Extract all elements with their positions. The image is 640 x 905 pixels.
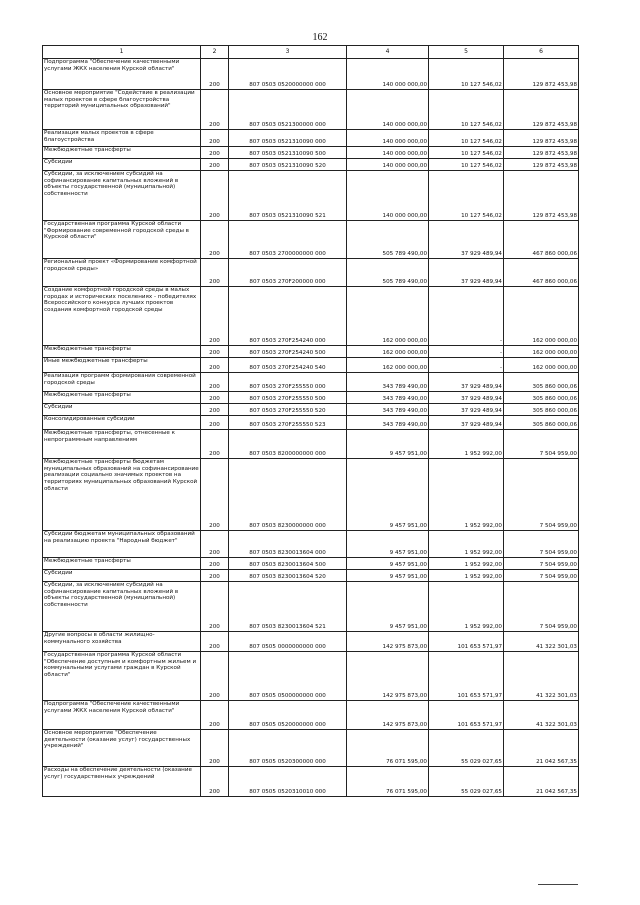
line-code: 200	[201, 130, 229, 147]
unexecuted-amount: 129 872 453,98	[504, 147, 579, 159]
line-code: 200	[201, 531, 229, 558]
table-row	[43, 570, 579, 582]
table-row	[43, 358, 579, 373]
item-name: Подпрограмма "Обеспечение качественными услугами ЖКХ населения Курской области"	[43, 701, 201, 730]
item-name: Субсидии, за исключением субсидий на софинансирование капитальных вложений в объекты государственной (муниципальной) собственности	[43, 582, 201, 632]
executed-amount: 1 952 992,00	[429, 558, 504, 570]
footer-divider	[538, 884, 578, 885]
unexecuted-amount: 41 322 301,03	[504, 652, 579, 701]
table-row	[43, 221, 579, 259]
executed-amount: 37 929 489,94	[429, 221, 504, 259]
executed-amount: 1 952 992,00	[429, 570, 504, 582]
table-row	[43, 531, 579, 558]
line-code: 200	[201, 701, 229, 730]
classification-code: 807 0503 0521300000 000	[229, 90, 347, 130]
item-name: Консолидированные субсидии	[43, 416, 201, 430]
classification-code: 807 0503 270F255550 523	[229, 416, 347, 430]
unexecuted-amount: 305 860 000,06	[504, 373, 579, 392]
line-code: 200	[201, 59, 229, 90]
approved-amount: 140 000 000,00	[347, 130, 429, 147]
classification-code: 807 0503 270F255550 520	[229, 404, 347, 416]
table-row	[43, 632, 579, 652]
table-row	[43, 287, 579, 346]
approved-amount: 9 457 951,00	[347, 459, 429, 531]
unexecuted-amount: 7 504 959,00	[504, 558, 579, 570]
item-name: Государственная программа Курской области "Обеспечение доступным и комфортным жильем и коммунальными услугами граждан в Курской области"	[43, 652, 201, 701]
table-row	[43, 730, 579, 767]
approved-amount: 9 457 951,00	[347, 430, 429, 459]
unexecuted-amount: 305 860 000,06	[504, 416, 579, 430]
line-code: 200	[201, 404, 229, 416]
approved-amount: 505 789 490,00	[347, 221, 429, 259]
unexecuted-amount: 7 504 959,00	[504, 430, 579, 459]
executed-amount: 1 952 992,00	[429, 531, 504, 558]
approved-amount: 9 457 951,00	[347, 582, 429, 632]
unexecuted-amount: 162 000 000,00	[504, 358, 579, 373]
unexecuted-amount: 162 000 000,00	[504, 346, 579, 358]
approved-amount: 343 789 490,00	[347, 404, 429, 416]
unexecuted-amount: 129 872 453,98	[504, 171, 579, 221]
approved-amount: 140 000 000,00	[347, 171, 429, 221]
table-row	[43, 259, 579, 287]
item-name: Иные межбюджетные трансферты	[43, 358, 201, 373]
table-row	[43, 159, 579, 171]
line-code: 200	[201, 171, 229, 221]
unexecuted-amount: 7 504 959,00	[504, 570, 579, 582]
unexecuted-amount: 129 872 453,98	[504, 159, 579, 171]
executed-amount: 37 929 489,94	[429, 404, 504, 416]
table-row	[43, 90, 579, 130]
executed-amount: 10 127 546,02	[429, 147, 504, 159]
classification-code: 807 0503 270F255550 000	[229, 373, 347, 392]
executed-amount: 101 653 571,97	[429, 701, 504, 730]
executed-amount: 37 929 489,94	[429, 373, 504, 392]
item-name: Субсидии бюджетам муниципальных образований на реализацию проекта "Народный бюджет"	[43, 531, 201, 558]
classification-code: 807 0503 0521310090 521	[229, 171, 347, 221]
item-name: Основное мероприятие "Обеспечение деятельности (оказание услуг) государственных учреждений"	[43, 730, 201, 767]
executed-amount: 10 127 546,02	[429, 159, 504, 171]
table-row	[43, 558, 579, 570]
approved-amount: 76 071 595,00	[347, 767, 429, 797]
classification-code: 807 0503 270F254240 500	[229, 346, 347, 358]
classification-code: 807 0503 2700000000 000	[229, 221, 347, 259]
line-code: 200	[201, 582, 229, 632]
classification-code: 807 0503 0521310090 500	[229, 147, 347, 159]
executed-amount: 1 952 992,00	[429, 582, 504, 632]
unexecuted-amount: 129 872 453,98	[504, 90, 579, 130]
table-row	[43, 392, 579, 404]
classification-code: 807 0505 0000000000 000	[229, 632, 347, 652]
table-row	[43, 346, 579, 358]
approved-amount: 9 457 951,00	[347, 558, 429, 570]
column-header: 6	[504, 46, 579, 59]
line-code: 200	[201, 632, 229, 652]
unexecuted-amount: 21 042 567,35	[504, 730, 579, 767]
executed-amount: 55 029 027,65	[429, 767, 504, 797]
line-code: 200	[201, 570, 229, 582]
unexecuted-amount: 7 504 959,00	[504, 582, 579, 632]
executed-amount: -	[429, 287, 504, 346]
table-row	[43, 130, 579, 147]
unexecuted-amount: 467 860 000,06	[504, 221, 579, 259]
classification-code: 807 0505 0520310010 000	[229, 767, 347, 797]
classification-code: 807 0505 0520300000 000	[229, 730, 347, 767]
approved-amount: 162 000 000,00	[347, 346, 429, 358]
line-code: 200	[201, 159, 229, 171]
unexecuted-amount: 162 000 000,00	[504, 287, 579, 346]
table-row	[43, 147, 579, 159]
unexecuted-amount: 467 860 000,06	[504, 259, 579, 287]
classification-code: 807 0503 270F255550 500	[229, 392, 347, 404]
item-name: Межбюджетные трансферты	[43, 346, 201, 358]
line-code: 200	[201, 416, 229, 430]
table-row	[43, 459, 579, 531]
unexecuted-amount: 129 872 453,98	[504, 59, 579, 90]
executed-amount: 37 929 489,94	[429, 416, 504, 430]
classification-code: 807 0503 8200000000 000	[229, 430, 347, 459]
executed-amount: -	[429, 346, 504, 358]
approved-amount: 9 457 951,00	[347, 570, 429, 582]
unexecuted-amount: 305 860 000,06	[504, 404, 579, 416]
approved-amount: 140 000 000,00	[347, 59, 429, 90]
line-code: 200	[201, 767, 229, 797]
item-name: Реализация программ формирования современной городской среды	[43, 373, 201, 392]
classification-code: 807 0503 0521310090 000	[229, 130, 347, 147]
table-row	[43, 582, 579, 632]
line-code: 200	[201, 730, 229, 767]
item-name: Межбюджетные трансферты, отнесенные к непрограммным направлениям	[43, 430, 201, 459]
classification-code: 807 0503 8230013604 000	[229, 531, 347, 558]
page-number: 162	[312, 32, 328, 43]
table-row	[43, 416, 579, 430]
table-row	[43, 430, 579, 459]
item-name: Межбюджетные трансферты бюджетам муниципальных образований на софинансирование реализации социально значимых проектов на территориях муниципальных образований Курской области	[43, 459, 201, 531]
classification-code: 807 0503 8230013604 521	[229, 582, 347, 632]
classification-code: 807 0503 270F200000 000	[229, 259, 347, 287]
table-row	[43, 59, 579, 90]
approved-amount: 76 071 595,00	[347, 730, 429, 767]
executed-amount: 10 127 546,02	[429, 90, 504, 130]
approved-amount: 142 975 873,00	[347, 652, 429, 701]
approved-amount: 9 457 951,00	[347, 531, 429, 558]
unexecuted-amount: 7 504 959,00	[504, 531, 579, 558]
executed-amount: 10 127 546,02	[429, 130, 504, 147]
executed-amount: 1 952 992,00	[429, 430, 504, 459]
item-name: Субсидии, за исключением субсидий на софинансирование капитальных вложений в объекты государственной (муниципальной) собственности	[43, 171, 201, 221]
item-name: Расходы на обеспечение деятельности (оказание услуг) государственных учреждений	[43, 767, 201, 797]
item-name: Межбюджетные трансферты	[43, 558, 201, 570]
item-name: Субсидии	[43, 159, 201, 171]
item-name: Межбюджетные трансферты	[43, 392, 201, 404]
table-row	[43, 701, 579, 730]
approved-amount: 343 789 490,00	[347, 416, 429, 430]
line-code: 200	[201, 346, 229, 358]
line-code: 200	[201, 90, 229, 130]
approved-amount: 142 975 873,00	[347, 701, 429, 730]
classification-code: 807 0505 0520000000 000	[229, 701, 347, 730]
executed-amount: 37 929 489,94	[429, 392, 504, 404]
column-header: 3	[229, 46, 347, 59]
line-code: 200	[201, 558, 229, 570]
classification-code: 807 0505 0500000000 000	[229, 652, 347, 701]
line-code: 200	[201, 221, 229, 259]
line-code: 200	[201, 459, 229, 531]
executed-amount: 37 929 489,94	[429, 259, 504, 287]
executed-amount: 55 029 027,65	[429, 730, 504, 767]
table-row	[43, 404, 579, 416]
unexecuted-amount: 21 042 567,35	[504, 767, 579, 797]
approved-amount: 162 000 000,00	[347, 287, 429, 346]
classification-code: 807 0503 270F254240 000	[229, 287, 347, 346]
executed-amount: 10 127 546,02	[429, 171, 504, 221]
item-name: Основное мероприятие "Содействие в реализации малых проектов в сфере благоустройства территорий муниципальных образований"	[43, 90, 201, 130]
item-name: Создание комфортной городской среды в малых городах и исторических поселениях - победителях Всероссийского конкурса лучших проектов создания комфортной городской среды	[43, 287, 201, 346]
budget-table	[42, 45, 579, 797]
executed-amount: 101 653 571,97	[429, 652, 504, 701]
table-row	[43, 767, 579, 797]
line-code: 200	[201, 358, 229, 373]
unexecuted-amount: 41 322 301,03	[504, 701, 579, 730]
item-name: Региональный проект «Формирование комфортной городской среды»	[43, 259, 201, 287]
executed-amount: 101 653 571,97	[429, 632, 504, 652]
column-header: 5	[429, 46, 504, 59]
executed-amount: 1 952 992,00	[429, 459, 504, 531]
item-name: Субсидии	[43, 570, 201, 582]
classification-code: 807 0503 0521310090 520	[229, 159, 347, 171]
table-row	[43, 171, 579, 221]
approved-amount: 343 789 490,00	[347, 373, 429, 392]
executed-amount: -	[429, 358, 504, 373]
item-name: Реализация малых проектов в сфере благоустройства	[43, 130, 201, 147]
approved-amount: 505 789 490,00	[347, 259, 429, 287]
approved-amount: 343 789 490,00	[347, 392, 429, 404]
line-code: 200	[201, 392, 229, 404]
item-name: Другие вопросы в области жилищно-коммунального хозяйства	[43, 632, 201, 652]
line-code: 200	[201, 373, 229, 392]
approved-amount: 140 000 000,00	[347, 90, 429, 130]
item-name: Государственная программа Курской области "Формирование современной городской среды в Курской области"	[43, 221, 201, 259]
approved-amount: 162 000 000,00	[347, 358, 429, 373]
unexecuted-amount: 7 504 959,00	[504, 459, 579, 531]
table-row	[43, 373, 579, 392]
approved-amount: 140 000 000,00	[347, 147, 429, 159]
classification-code: 807 0503 8230013604 520	[229, 570, 347, 582]
unexecuted-amount: 305 860 000,06	[504, 392, 579, 404]
executed-amount: 10 127 546,02	[429, 59, 504, 90]
line-code: 200	[201, 430, 229, 459]
line-code: 200	[201, 652, 229, 701]
classification-code: 807 0503 8230000000 000	[229, 459, 347, 531]
item-name: Межбюджетные трансферты	[43, 147, 201, 159]
approved-amount: 142 975 873,00	[347, 632, 429, 652]
classification-code: 807 0503 270F254240 540	[229, 358, 347, 373]
unexecuted-amount: 41 322 301,03	[504, 632, 579, 652]
column-header: 1	[43, 46, 201, 59]
header-row	[43, 46, 579, 59]
classification-code: 807 0503 0520000000 000	[229, 59, 347, 90]
line-code: 200	[201, 147, 229, 159]
unexecuted-amount: 129 872 453,98	[504, 130, 579, 147]
approved-amount: 140 000 000,00	[347, 159, 429, 171]
classification-code: 807 0503 8230013604 500	[229, 558, 347, 570]
column-header: 4	[347, 46, 429, 59]
item-name: Субсидии	[43, 404, 201, 416]
table-row	[43, 652, 579, 701]
column-header: 2	[201, 46, 229, 59]
line-code: 200	[201, 259, 229, 287]
item-name: Подпрограмма "Обеспечение качественными услугами ЖКХ населения Курской области"	[43, 59, 201, 90]
line-code: 200	[201, 287, 229, 346]
